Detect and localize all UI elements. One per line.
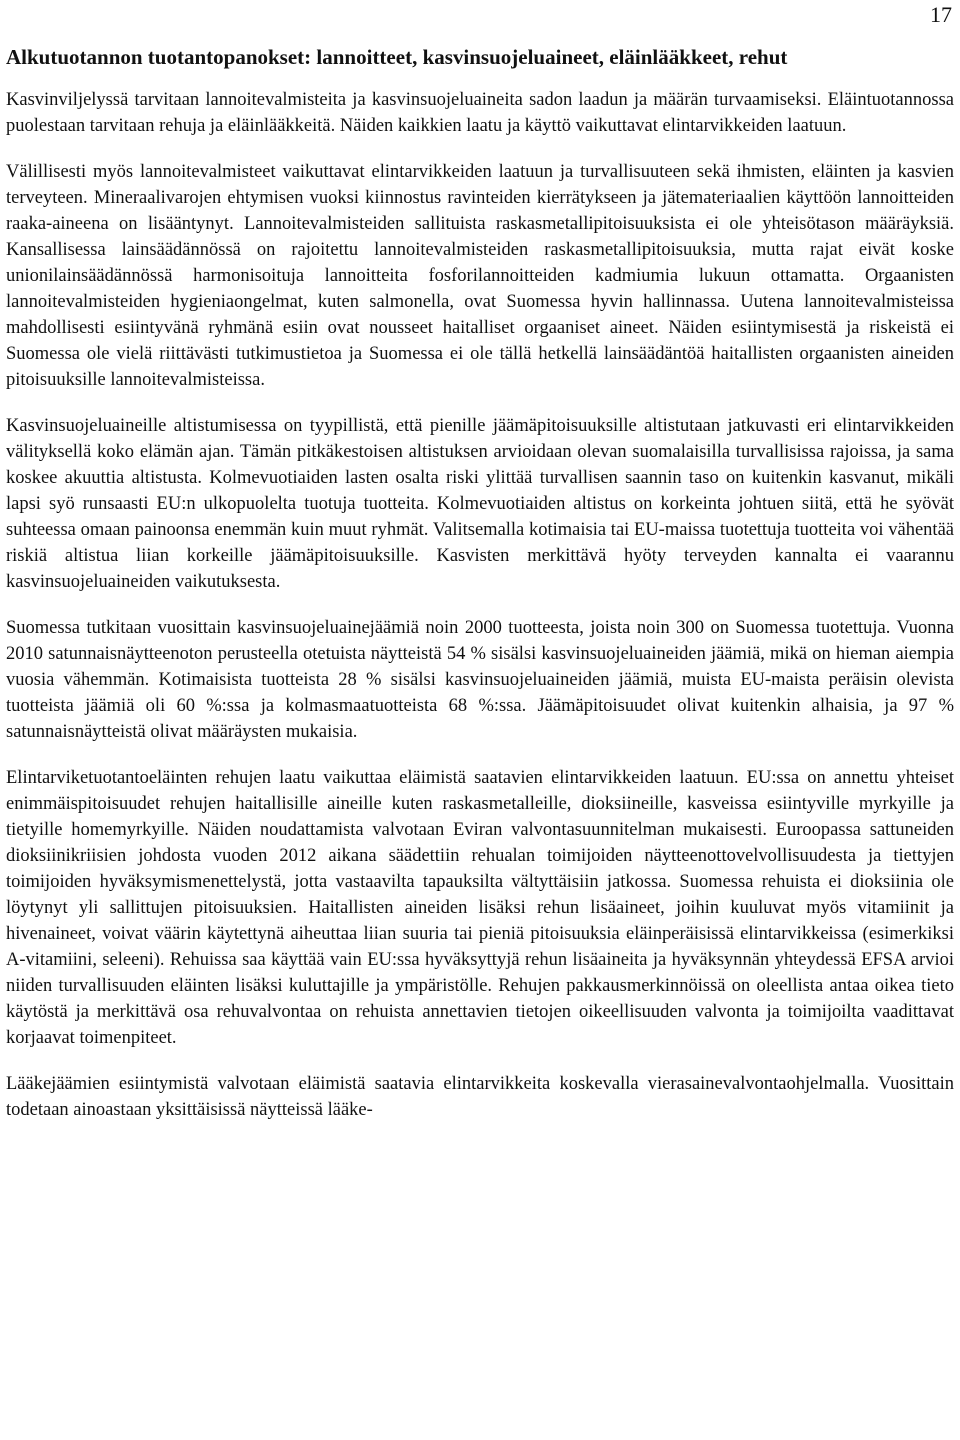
paragraph-pesticide-residues: Suomessa tutkitaan vuosittain kasvinsuojeluainejäämiä noin 2000 tuotteesta, joista noin 300 on Suomessa tuotettuja. Vuonna 2010 satunnaisnäytteenoton perusteella otetuista näytteistä 54 % sisälsi kasvinsuojeluaineiden jäämiä, mikä on hieman aiempia vuosia vähemmän. Kotimaisista tuotteista 28 % sisälsi kasvinsuojeluaineiden jäämiä, muista EU-maista peräisin olevista tuotteista jäämiä oli 60 %:ssa ja kolmasmaatuotteista 68 %:ssa. Jäämäpitoisuudet olivat kuitenkin alhaisia, ja 97 % satunnaisnäytteistä olivat määräysten mukaisia. bbox=[6, 618, 954, 742]
paragraph-feeds: Elintarviketuotantoeläinten rehujen laatu vaikuttaa eläimistä saatavien elintarvikkeiden laatuun. EU:ssa on annettu yhteiset enimmäispitoisuudet rehujen haitallisille aineille kuten raskasmetalleille, dioksiineille, kasveissa esiintyville myrkyille ja tietyille homemyrkyille. Näiden noudattamista valvotaan Eviran valvontasuunnitelman mukaisesti. Euroopassa sattuneiden dioksiinikriisien johdosta vuoden 2012 aikana säädettiin rehualan toimijoiden näytteenottovelvollisuudesta ja tiettyjen toimijoiden hyväksymismenettelystä, jotta vastaavilta tapauksilta vältyttäisiin jatkossa. Suomessa rehuista ei dioksiinia ole löytynyt yli sallittujen pitoisuuksien. Haitallisten aineiden lisäksi rehun lisäaineet, joihin kuuluvat myös vitamiinit ja hivenaineet, voivat väärin käytettynä aiheuttaa liian suuria tai pieniä pitoisuuksia eläinperäisissä elintarvikkeissa (esimerkiksi A-vitamiini, seleeni). Rehuissa saa käyttää vain EU:ssa hyväksyttyjä rehun lisäaineita ja hyväksynnän yhteydessä EFSA arvioi niiden turvallisuuden eläinten lisäksi kuluttajille ja ympäristölle. Rehujen pakkausmerkinnöissä on oleellista antaa oikea tieto käytöstä ja merkittävä osa rehuvalvontaa on rehuista annettavien tietojen oikeellisuuden valvonta ja toimijoilta vaadittavat korjaavat toimenpiteet. bbox=[6, 768, 954, 1048]
page-number: 17 bbox=[930, 2, 952, 27]
paragraph-fertilizers: Välillisesti myös lannoitevalmisteet vaikuttavat elintarvikkeiden laatuun ja turvallisuuteen sekä ihmisten, eläinten ja kasvien terveyteen. Mineraalivarojen ehtymisen vuoksi kiinnostus ravinteiden kierrätykseen ja jätemateriaalien käyttöön lannoitteiden raaka-aineena on lisääntynyt. Lannoitevalmisteiden sallituista raskasmetallipitoisuuksista ei ole yhteisötason määräyksiä. Kansallisessa lainsäädännössä on rajoitettu lannoitevalmisteiden raskasmetallipitoisuuksia, mutta rajat eivät koske unionilainsäädännössä harmonisoituja lannoitteita fosforilannoitteiden kadmiumia lukuun ottamatta. Orgaanisten lannoitevalmisteiden hygieniaongelmat, kuten salmonella, ovat Suomessa hyvin hallinnassa. Uutena lannoitevalmisteissa mahdollisesti esiintyvänä ryhmänä esiin ovat nousseet haitalliset orgaaniset aineet. Näiden esiintymisestä ja riskeistä ei Suomessa ole vielä riittävästi tutkimustietoa ja Suomessa ei ole tällä hetkellä lainsäädäntöä haitallisten orgaanisten aineiden pitoisuuksille lannoitevalmisteissa. bbox=[6, 162, 954, 390]
section-heading: Alkutuotannon tuotantopanokset: lannoitteet, kasvinsuojeluaineet, eläinlääkkeet, rehut bbox=[6, 45, 788, 69]
paragraph-pesticide-exposure: Kasvinsuojeluaineille altistumisessa on tyypillistä, että pienille jäämäpitoisuuksille altistutaan jatkuvasti eri elintarvikkeiden välityksellä koko elämän ajan. Tämän pitkäkestoisen altistuksen arvioidaan olevan suomalaisilla turvallisissa rajoissa, ja sama koskee akuuttia altistusta. Kolmevuotiaiden lasten osalta riski ylittää turvallisen saannin taso on kuitenkin kasvanut, mikäli lapsi syö runsaasti EU:n ulkopuolelta tuotuja tuotteita. Kolmevuotiaiden altistus on korkeinta johtuen siitä, että he syövät suhteessa omaan painoonsa enemmän kuin muut ryhmät. Valitsemalla kotimaisia tai EU-maissa tuotettuja tuotteita voi vähentää riskiä altistua liian korkeille jäämäpitoisuuksille. Kasvisten merkittävä hyöty terveyden kannalta ei vaarannu kasvinsuojeluaineiden vaikutuksesta. bbox=[6, 416, 954, 592]
paragraph-drug-residues: Lääkejäämien esiintymistä valvotaan eläimistä saatavia elintarvikkeita koskevalla vierasainevalvontaohjelmalla. Vuosittain todetaan ainoastaan yksittäisissä näytteissä lääke- bbox=[6, 1074, 954, 1120]
page-content bbox=[6, 44, 954, 1123]
paragraph-inputs-intro: Kasvinviljelyssä tarvitaan lannoitevalmisteita ja kasvinsuojeluaineita sadon laadun ja määrän turvaamiseksi. Eläintuotannossa puolestaan tarvitaan rehuja ja eläinlääkkeitä. Näiden kaikkien laatu ja käyttö vaikuttavat elintarvikkeiden laatuun. bbox=[6, 90, 954, 136]
